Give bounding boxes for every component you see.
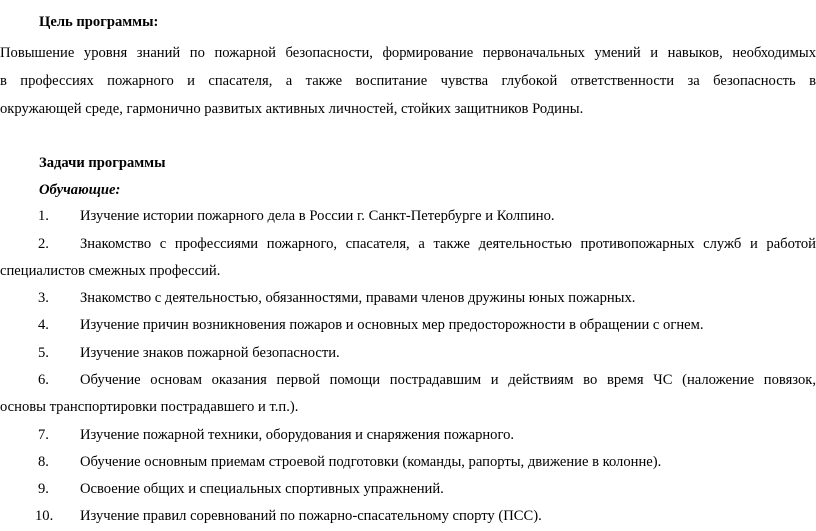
list-item-number: 9. <box>38 481 49 497</box>
list-item-continuation: специалистов смежных профессий. <box>0 263 221 279</box>
list-item-text: Изучение знаков пожарной безопасности. <box>80 345 340 361</box>
list-item-text: Изучение истории пожарного дела в России г. Санкт-Петербурге и Колпино. <box>80 208 555 224</box>
list-item-number: 6. <box>38 372 49 388</box>
list-item-number: 1. <box>38 208 49 224</box>
tasks-subheading: Обучающие: <box>39 182 121 198</box>
list-item-number: 8. <box>38 454 49 470</box>
list-item-number: 2. <box>38 236 49 252</box>
goal-line-1: Повышение уровня знаний по пожарной безопасности, формирование первоначальных умений и навыков, необходимых <box>0 45 816 61</box>
list-item-text: Знакомство с профессиями пожарного, спасателя, а также деятельностью противопожарных служб и работой <box>80 236 816 252</box>
goal-heading: Цель программы: <box>39 14 159 30</box>
goal-line-2: в профессиях пожарного и спасателя, а также воспитание чувства глубокой ответственности за безопасность в <box>0 73 816 89</box>
list-item-text: Изучение правил соревнований по пожарно-спасательному спорту (ПСС). <box>80 508 542 524</box>
tasks-heading: Задачи программы <box>39 155 166 171</box>
list-item-text: Обучение основным приемам строевой подготовки (команды, рапорты, движение в колонне). <box>80 454 662 470</box>
list-item-number: 4. <box>38 317 49 333</box>
list-item-text: Изучение причин возникновения пожаров и основных мер предосторожности в обращении с огнем. <box>80 317 704 333</box>
list-item-number: 5. <box>38 345 49 361</box>
list-item-text: Освоение общих и специальных спортивных упражнений. <box>80 481 444 497</box>
list-item-text: Обучение основам оказания первой помощи пострадавшим и действиям во время ЧС (наложение повязок, <box>80 372 816 388</box>
list-item-number: 10. <box>35 508 54 524</box>
list-item-text: Знакомство с деятельностью, обязанностями, правами членов дружины юных пожарных. <box>80 290 636 306</box>
list-item-number: 7. <box>38 427 49 443</box>
list-item-continuation: основы транспортировки пострадавшего и т.п.). <box>0 399 299 415</box>
list-item-text: Изучение пожарной техники, оборудования и снаряжения пожарного. <box>80 427 515 443</box>
list-item-number: 3. <box>38 290 49 306</box>
goal-line-3: окружающей среде, гармонично развитых активных личностей, стойких защитников Родины. <box>0 101 584 117</box>
